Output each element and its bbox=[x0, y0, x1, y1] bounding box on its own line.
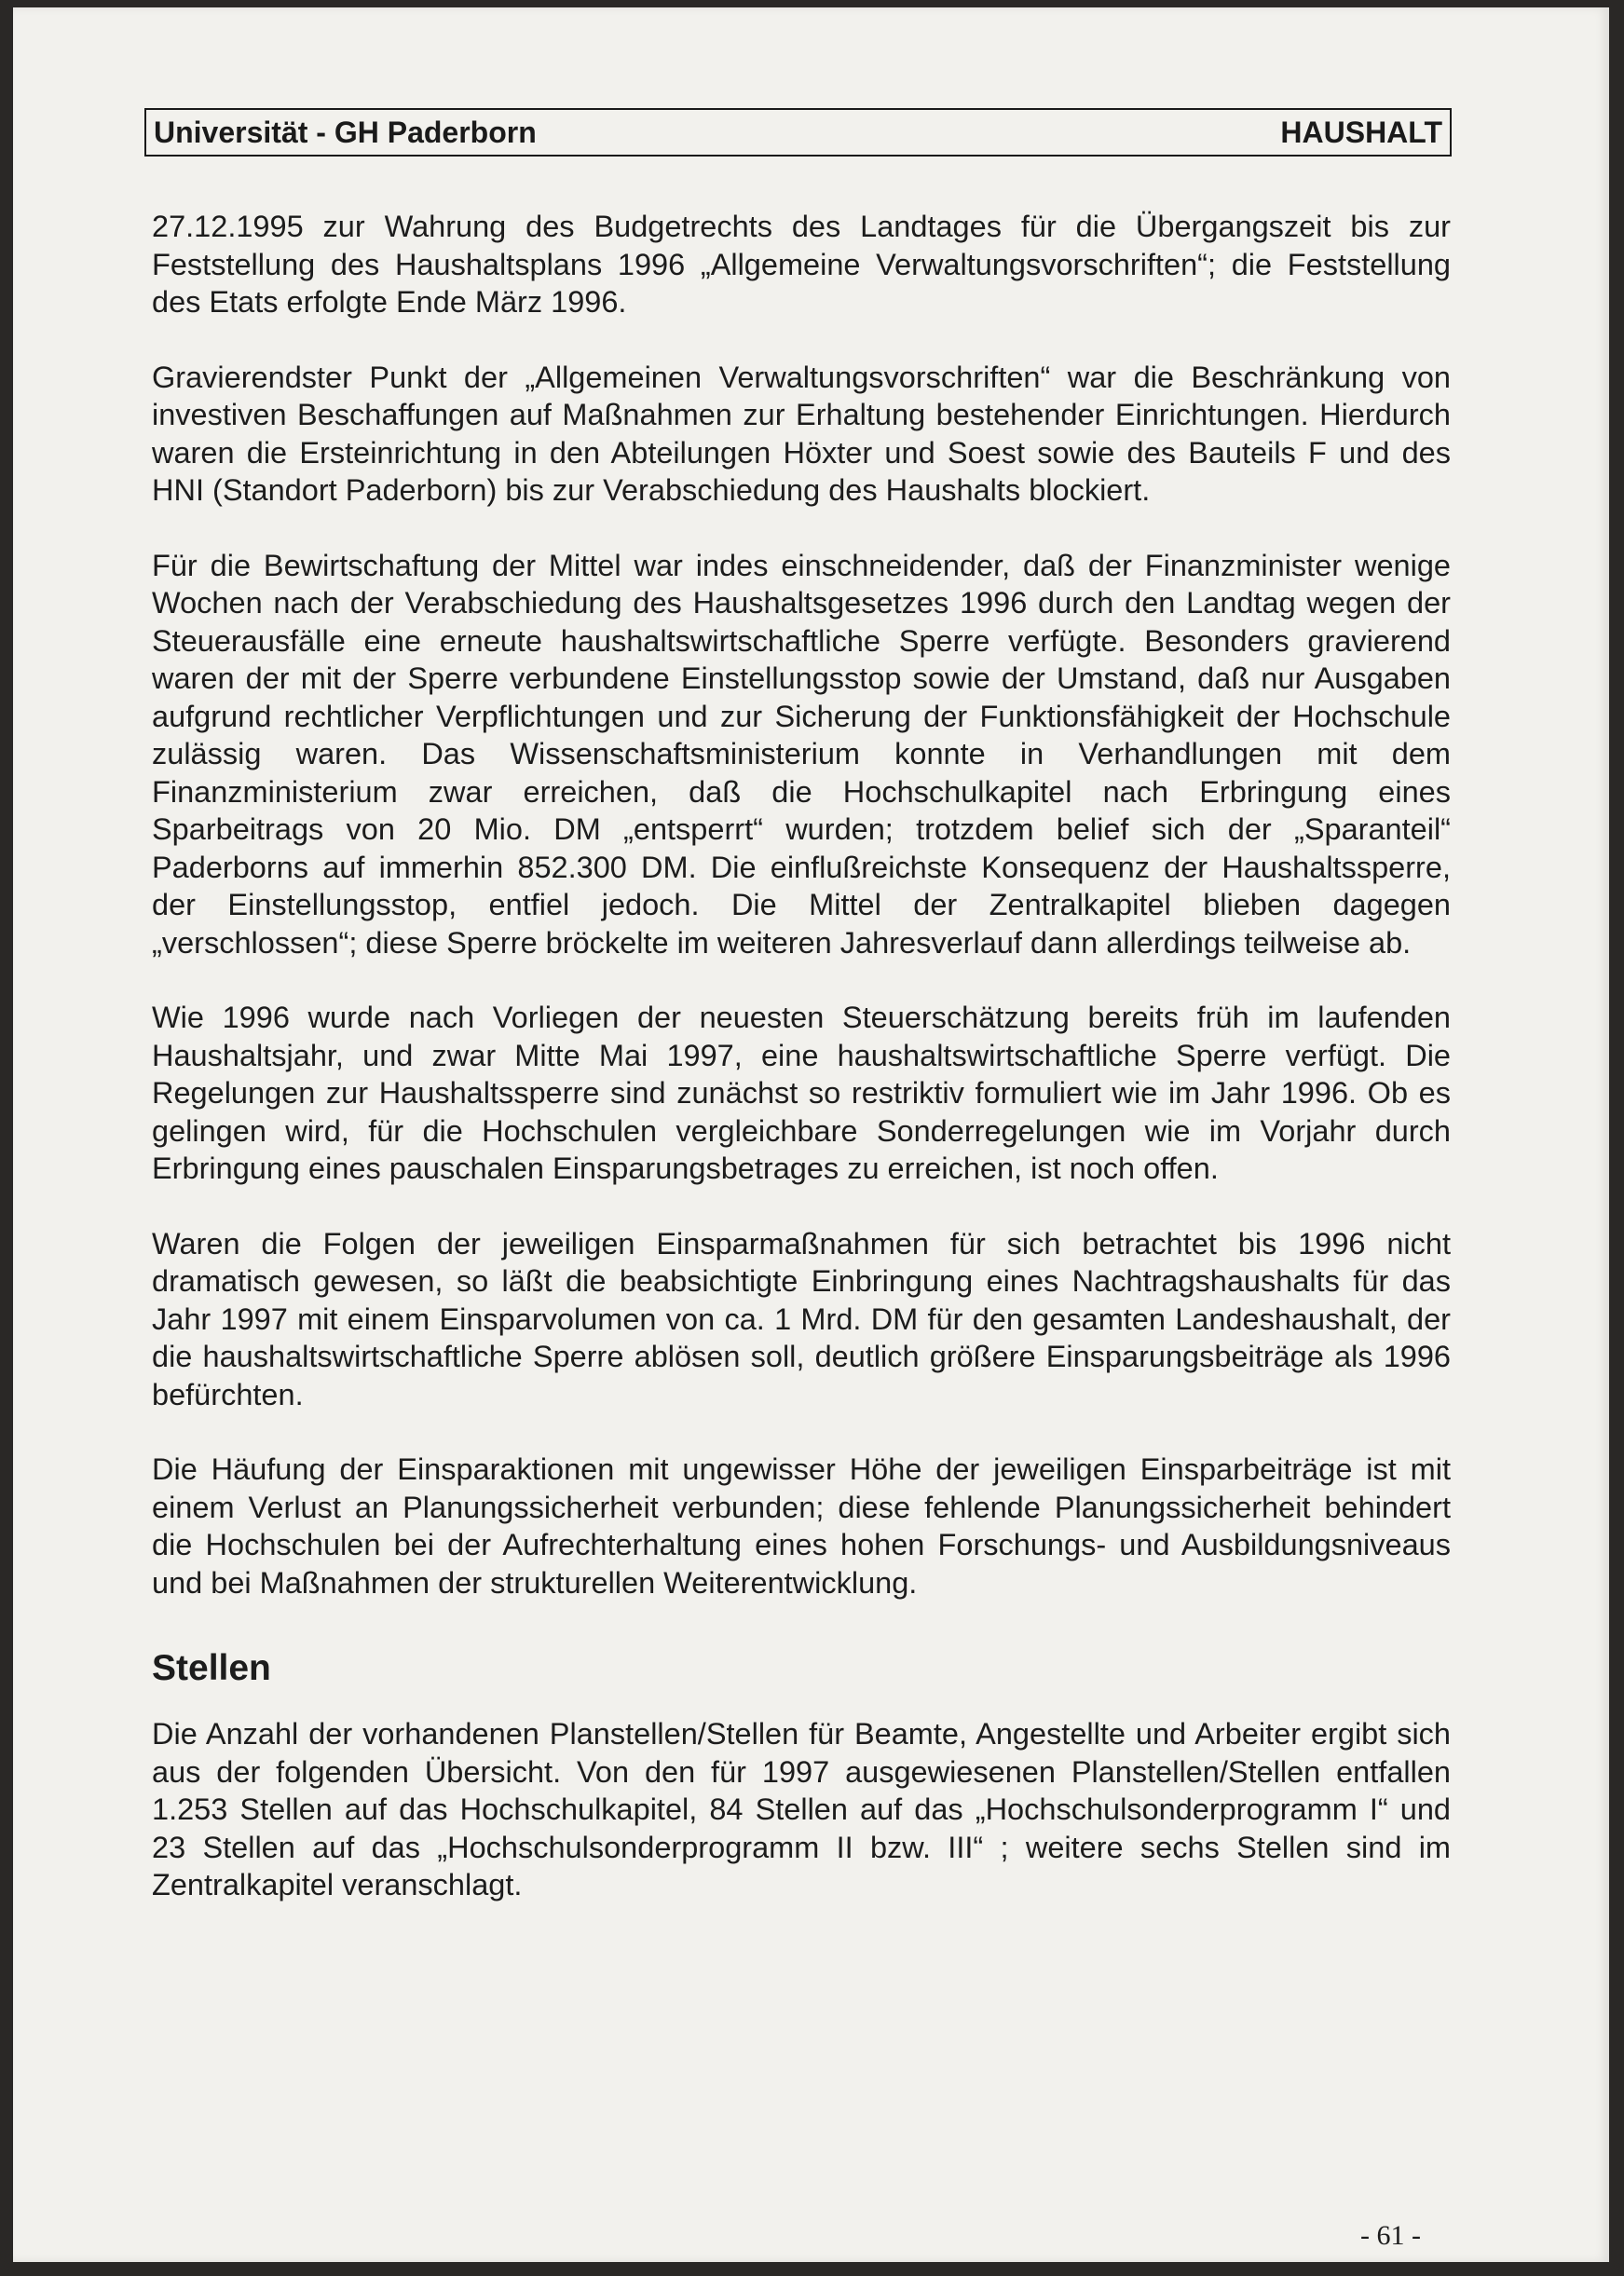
body-text bbox=[152, 208, 1451, 1942]
paragraph: 27.12.1995 zur Wahrung des Budgetrechts des Landtages für die Übergangszeit bis zur Feststellung des Haushaltsplans 1996 „Allgemeine Verwaltungsvorschriften“; die Feststellung des Etats erfolgte Ende März 1996. bbox=[152, 210, 1451, 319]
paragraph: Für die Bewirtschaftung der Mittel war indes einschneidender, daß der Finanzminister wenige Wochen nach der Verabschiedung des Haushaltsgesetzes 1996 durch den Landtag wegen der Steuerausfälle eine erneute haushaltswirtschaftliche Sperre verfügte. Besonders gravierend waren der mit der Sperre verbundene Einstellungsstop sowie der Umstand, daß nur Ausgaben aufgrund rechtlicher Verpflichtungen und zur Sicherung der Funktionsfähigkeit der Hochschule zulässig waren. Das Wissenschaftsministerium konnte in Verhandlungen mit dem Finanzministerium zwar erreichen, daß die Hochschulkapitel nach Erbringung eines Sparbeitrags von 20 Mio. DM „entsperrt“ wurden; trotzdem belief sich der „Sparanteil“ Paderborns auf immerhin 852.300 DM. Die einflußreichste Konsequenz der Haushaltssperre, der Einstellungsstop, entfiel jedoch. Die Mittel der Zentralkapitel blieben dagegen „verschlossen“; diese Sperre bröckelte im weiteren Jahresverlauf dann allerdings teilweise ab. bbox=[152, 548, 1451, 960]
page-number: - 61 - bbox=[1360, 2220, 1421, 2251]
page-header bbox=[144, 108, 1452, 157]
paragraph: Gravierendster Punkt der „Allgemeinen Verwaltungsvorschriften“ war die Beschränkung von investiven Beschaffungen auf Maßnahmen zur Erhaltung bestehender Einrichtungen. Hierdurch waren die Ersteinrichtung in den Abteilungen Höxter und Soest sowie des Bauteils F und des HNI (Standort Paderborn) bis zur Verabschiedung des Haushalts blockiert. bbox=[152, 360, 1451, 507]
section-paragraph: Die Anzahl der vorhandenen Planstellen/Stellen für Beamte, Angestellte und Arbeiter ergibt sich aus der folgenden Übersicht. Von den für 1997 ausgewiesenen Planstellen/Stellen entfallen 1.253 Stellen auf das Hochschulkapitel, 84 Stellen auf das „Hochschulsonderprogramm I“ und 23 Stellen auf das „Hochschulsonderprogramm II bzw. III“ ; weitere sechs Stellen sind im Zentralkapitel veranschlagt. bbox=[152, 1717, 1451, 1901]
paragraph: Die Häufung der Einsparaktionen mit ungewisser Höhe der jeweiligen Einsparbeiträge ist mit einem Verlust an Planungssicherheit verbunden; diese fehlende Planungssicherheit behindert die Hochschulen bei der Aufrechterhaltung eines hohen Forschungs- und Ausbildungsniveaus und bei Maßnahmen der strukturellen Weiterentwicklung. bbox=[152, 1452, 1451, 1600]
paragraph: Wie 1996 wurde nach Vorliegen der neuesten Steuerschätzung bereits früh im laufenden Haushaltsjahr, und zwar Mitte Mai 1997, eine haushaltswirtschaftliche Sperre verfügt. Die Regelungen zur Haushaltssperre sind zunächst so restriktiv formuliert wie im Jahr 1996. Ob es gelingen wird, für die Hochschulen vergleichbare Sonderregelungen wie im Vorjahr durch Erbringung eines pauschalen Einsparungsbetrages zu erreichen, ist noch offen. bbox=[152, 1001, 1451, 1185]
paragraph: Waren die Folgen der jeweiligen Einsparmaßnahmen für sich betrachtet bis 1996 nicht dramatisch gewesen, so läßt die beabsichtigte Einbringung eines Nachtragshaushalts für das Jahr 1997 mit einem Einsparvolumen von ca. 1 Mrd. DM für den gesamten Landeshaushalt, der die haushaltswirtschaftliche Sperre ablösen soll, deutlich größere Einsparungsbeiträge als 1996 befürchten. bbox=[152, 1226, 1451, 1411]
section-heading: Stellen bbox=[152, 1648, 271, 1688]
document-page bbox=[13, 7, 1609, 2262]
header-section: HAUSHALT bbox=[1280, 115, 1442, 149]
header-institution: Universität - GH Paderborn bbox=[154, 115, 537, 149]
